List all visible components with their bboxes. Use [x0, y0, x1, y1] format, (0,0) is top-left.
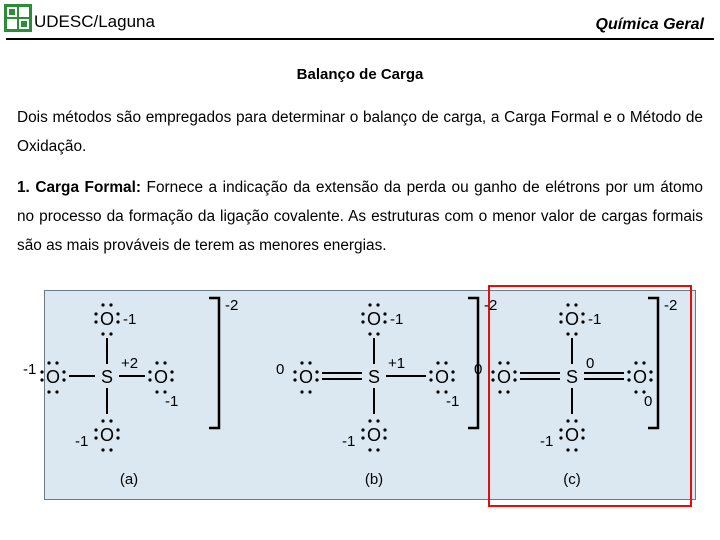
lone-pair-dot — [581, 312, 584, 315]
lone-pair-dot — [293, 378, 296, 381]
lone-pair — [649, 370, 652, 381]
lone-pair-dot — [642, 361, 645, 364]
formal-charge-top-oxygen: -1 — [123, 311, 137, 328]
lone-pair — [383, 428, 386, 439]
ion-bracket — [209, 298, 219, 428]
lone-pair-dot — [109, 303, 112, 306]
lone-pair — [581, 428, 584, 439]
lone-pair-dot — [559, 428, 562, 431]
lone-pair-dot — [40, 370, 43, 373]
lone-pair-dot — [101, 332, 104, 335]
lone-pair-dot — [116, 320, 119, 323]
lone-pair-dot — [627, 378, 630, 381]
oxygen-atom: O — [298, 367, 314, 387]
lone-pair — [101, 419, 112, 422]
formal-charge-bottom-oxygen: -1 — [540, 433, 554, 450]
lone-pair-dot — [300, 390, 303, 393]
item1-heading: 1. Carga Formal: — [17, 179, 141, 196]
lone-pair-dot — [581, 436, 584, 439]
lone-pair-dot — [94, 428, 97, 431]
lone-pair-dot — [361, 428, 364, 431]
lone-pair-dot — [62, 370, 65, 373]
lone-pair-dot — [574, 448, 577, 451]
lone-pair — [559, 312, 562, 323]
lone-pair-dot — [649, 378, 652, 381]
lone-pair-dot — [649, 370, 652, 373]
lone-pair-dot — [94, 436, 97, 439]
lone-pair-dot — [116, 428, 119, 431]
lone-pair-dot — [376, 332, 379, 335]
lone-pair-dot — [368, 332, 371, 335]
lone-pair-dot — [293, 370, 296, 373]
lone-pair — [566, 448, 577, 451]
lone-pair-dot — [116, 312, 119, 315]
lone-pair — [498, 361, 509, 364]
lone-pair — [47, 361, 58, 364]
formal-charge-left-oxygen: 0 — [276, 361, 285, 378]
formal-charge-sulfur: +1 — [388, 355, 406, 372]
lone-pair — [101, 448, 112, 451]
formal-charge-top-oxygen: -1 — [390, 311, 404, 328]
lone-pair-dot — [506, 361, 509, 364]
lone-pair-dot — [55, 361, 58, 364]
lone-pair-dot — [627, 370, 630, 373]
course-title: Química Geral — [595, 16, 704, 33]
lone-pair-dot — [368, 448, 371, 451]
lone-pair-dot — [634, 361, 637, 364]
sulfur-atom: S — [100, 367, 114, 387]
oxygen-atom: O — [496, 367, 512, 387]
item1-text: Fornece a indicação da extensão da perda ou ganho de elétrons por um átomo no processo da formação da ligação covalente. As estruturas com o menor valor de cargas formais são as mais prováveis de terem as menores energias. — [17, 179, 703, 254]
lone-pair-dot — [559, 436, 562, 439]
lone-pair — [300, 361, 311, 364]
lone-pair — [47, 390, 58, 393]
lone-pair — [116, 312, 119, 323]
lone-pair — [451, 370, 454, 381]
lone-pair-dot — [62, 378, 65, 381]
lone-pair — [513, 370, 516, 381]
lone-pair — [491, 370, 494, 381]
structure-caption: (b) — [364, 471, 384, 488]
lone-pair — [368, 448, 379, 451]
formal-charge-left-oxygen: 0 — [474, 361, 483, 378]
lone-pair-dot — [109, 448, 112, 451]
lone-pair-dot — [383, 320, 386, 323]
formal-charge-top-oxygen: -1 — [588, 311, 602, 328]
lone-pair — [361, 428, 364, 439]
lone-pair-dot — [566, 332, 569, 335]
intro-paragraph: Dois métodos são empregados para determinar o balanço de carga, a Carga Formal e o Método de Oxidação. — [17, 109, 703, 155]
lone-pair-dot — [101, 419, 104, 422]
lone-pair — [566, 332, 577, 335]
lone-pair — [148, 370, 151, 381]
lone-pair — [559, 428, 562, 439]
lone-pair-dot — [155, 390, 158, 393]
lone-pair-dot — [361, 436, 364, 439]
lone-pair — [116, 428, 119, 439]
lone-pair — [436, 361, 447, 364]
lone-pair-dot — [451, 378, 454, 381]
lone-pair-dot — [368, 419, 371, 422]
slide-title: Balanço de Carga — [296, 66, 424, 83]
lone-pair — [361, 312, 364, 323]
lone-pair-dot — [315, 370, 318, 373]
lone-pair-dot — [361, 312, 364, 315]
lone-pair-dot — [376, 448, 379, 451]
lone-pair — [315, 370, 318, 381]
lone-pair-dot — [55, 390, 58, 393]
formal-charge-bottom-oxygen: -1 — [75, 433, 89, 450]
formal-charge-right-oxygen: 0 — [644, 393, 653, 410]
lone-pair-dot — [566, 303, 569, 306]
lone-pair-dot — [574, 419, 577, 422]
formal-charge-right-oxygen: -1 — [446, 393, 460, 410]
lone-pair — [101, 332, 112, 335]
oxygen-atom: O — [45, 367, 61, 387]
lone-pair-dot — [429, 370, 432, 373]
lone-pair-dot — [444, 361, 447, 364]
lone-pair-dot — [436, 390, 439, 393]
oxygen-atom: O — [632, 367, 648, 387]
lone-pair-dot — [498, 390, 501, 393]
lone-pair-dot — [581, 428, 584, 431]
lone-pair-dot — [376, 303, 379, 306]
lone-pair-dot — [47, 361, 50, 364]
lone-pair-dot — [170, 378, 173, 381]
lone-pair-dot — [566, 419, 569, 422]
lone-pair-dot — [383, 436, 386, 439]
lone-pair-dot — [559, 312, 562, 315]
lone-pair — [293, 370, 296, 381]
ion-charge: -2 — [484, 297, 498, 314]
lone-pair — [634, 361, 645, 364]
lone-pair — [566, 419, 577, 422]
lone-pair-dot — [376, 419, 379, 422]
lone-pair-dot — [94, 312, 97, 315]
lone-pair-dot — [308, 390, 311, 393]
lone-pair-dot — [506, 390, 509, 393]
lone-pair-dot — [581, 320, 584, 323]
lone-pair-dot — [429, 378, 432, 381]
lone-pair-dot — [491, 378, 494, 381]
lone-pair — [40, 370, 43, 381]
lone-pair-dot — [101, 448, 104, 451]
lone-pair-dot — [94, 320, 97, 323]
lone-pair-dot — [368, 303, 371, 306]
lone-pair — [94, 428, 97, 439]
lone-pair-dot — [109, 332, 112, 335]
formal-charge-sulfur: +2 — [121, 355, 139, 372]
lone-pair — [368, 419, 379, 422]
lone-pair-dot — [513, 378, 516, 381]
lone-pair-dot — [491, 370, 494, 373]
lone-pair — [368, 332, 379, 335]
org-name: UDESC/Laguna — [34, 12, 155, 31]
lone-pair-dot — [315, 378, 318, 381]
lone-pair-dot — [383, 428, 386, 431]
lone-pair-dot — [361, 320, 364, 323]
lone-pair-dot — [109, 419, 112, 422]
oxygen-atom: O — [366, 309, 382, 329]
structure-caption: (c) — [563, 471, 581, 488]
lone-pair — [627, 370, 630, 381]
lone-pair-dot — [163, 361, 166, 364]
lone-pair — [498, 390, 509, 393]
lone-pair-dot — [155, 361, 158, 364]
lone-pair — [155, 361, 166, 364]
lone-pair-dot — [116, 436, 119, 439]
sulfur-atom: S — [565, 367, 579, 387]
lone-pair — [429, 370, 432, 381]
lone-pair-dot — [40, 378, 43, 381]
lone-pair-dot — [308, 361, 311, 364]
lone-pair — [170, 370, 173, 381]
formal-charge-bottom-oxygen: -1 — [342, 433, 356, 450]
oxygen-atom: O — [366, 425, 382, 445]
lone-pair-dot — [566, 448, 569, 451]
lone-pair-dot — [574, 332, 577, 335]
lone-pair — [94, 312, 97, 323]
oxygen-atom: O — [153, 367, 169, 387]
oxygen-atom: O — [564, 425, 580, 445]
lone-pair — [581, 312, 584, 323]
oxygen-atom: O — [434, 367, 450, 387]
lone-pair-dot — [436, 361, 439, 364]
lone-pair — [383, 312, 386, 323]
oxygen-atom: O — [99, 425, 115, 445]
lone-pair-dot — [148, 370, 151, 373]
oxygen-atom: O — [99, 309, 115, 329]
lone-pair-dot — [170, 370, 173, 373]
lone-pair — [300, 390, 311, 393]
lone-pair-dot — [47, 390, 50, 393]
lone-pair — [101, 303, 112, 306]
lone-pair — [368, 303, 379, 306]
lone-pair-dot — [634, 390, 637, 393]
ion-charge: -2 — [225, 297, 239, 314]
lone-pair — [62, 370, 65, 381]
lone-pair-dot — [513, 370, 516, 373]
lone-pair-dot — [383, 312, 386, 315]
sulfur-atom: S — [367, 367, 381, 387]
formal-charge-right-oxygen: -1 — [165, 393, 179, 410]
lone-pair-dot — [300, 361, 303, 364]
lone-pair-dot — [148, 378, 151, 381]
lone-pair — [566, 303, 577, 306]
lone-pair-dot — [101, 303, 104, 306]
formal-charge-sulfur: 0 — [586, 355, 595, 372]
lone-pair-dot — [559, 320, 562, 323]
oxygen-atom: O — [564, 309, 580, 329]
lone-pair-dot — [451, 370, 454, 373]
ion-charge: -2 — [664, 297, 678, 314]
structure-caption: (a) — [119, 471, 139, 488]
formal-charge-left-oxygen: -1 — [23, 361, 37, 378]
lone-pair-dot — [498, 361, 501, 364]
lone-pair-dot — [574, 303, 577, 306]
